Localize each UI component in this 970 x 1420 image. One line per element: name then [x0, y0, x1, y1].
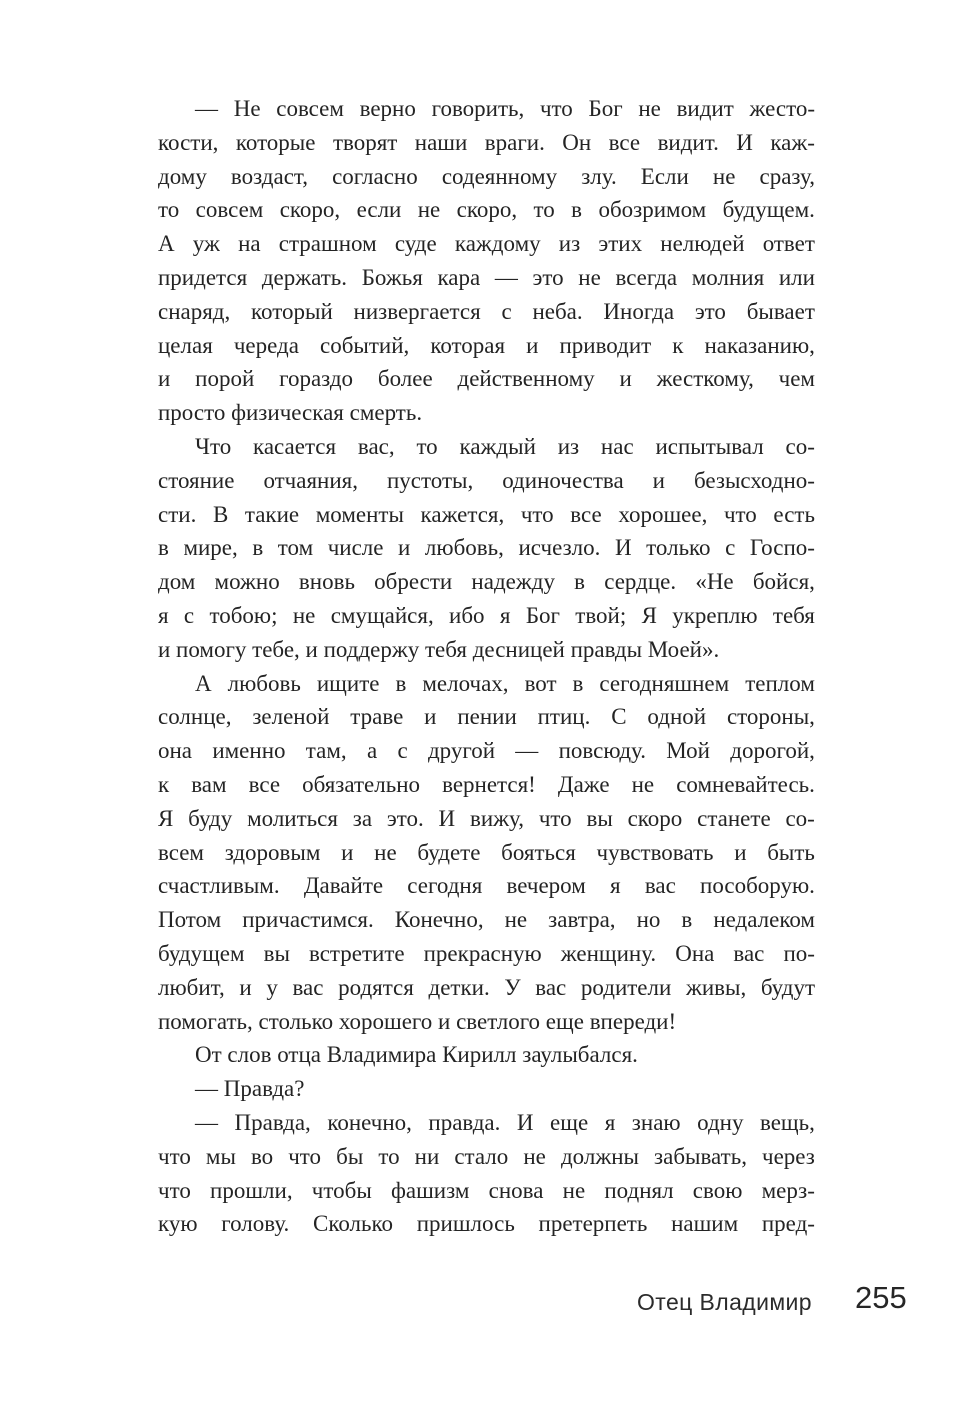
text-block: [158, 92, 815, 1241]
text-line: дом можно вновь обрести надежду в сердце. «Не бойся,: [158, 569, 815, 595]
text-line: кости, которые творят наши враги. Он все видит. И каж-: [158, 129, 815, 155]
text-line: сти. В такие моменты кажется, что все хорошее, что есть: [158, 501, 815, 527]
paragraph: [158, 92, 815, 430]
text-line: целая череда событий, которая и приводит к наказанию,: [158, 332, 815, 358]
text-line: просто физическая смерть.: [158, 400, 423, 426]
text-line: А уж на страшном суде каждому из этих нелюдей ответ: [158, 231, 815, 257]
text-line: Потом причастимся. Конечно, не завтра, но в недалеком: [158, 907, 815, 933]
text-line: любит, и у вас родятся детки. У вас родители живы, будут: [158, 974, 815, 1000]
text-line: помогать, столько хорошего и светлого еще впереди!: [158, 1008, 677, 1034]
text-line: дому воздаст, согласно содеянному злу. Если не сразу,: [158, 163, 815, 189]
paragraph: [158, 430, 815, 667]
page-number: 255: [855, 1280, 907, 1315]
text-line: в мире, в том числе и любовь, исчезло. И только с Госпо-: [158, 535, 815, 561]
text-line: и помогу тебе, и поддержу тебя десницей правды Моей».: [158, 636, 720, 662]
text-line: я с тобою; не смущайся, ибо я Бог твой; Я укреплю тебя: [158, 602, 815, 628]
text-line: кую голову. Сколько пришлось претерпеть нашим пред-: [158, 1211, 815, 1237]
text-line: Я буду молиться за это. И вижу, что вы скоро станете со-: [158, 805, 815, 831]
paragraph: [158, 1038, 815, 1072]
running-title: Отец Владимир: [637, 1289, 812, 1315]
paragraph: [158, 1106, 815, 1241]
text-line: снаряд, который низвергается с неба. Иногда это бывает: [158, 298, 815, 324]
text-line: будущем вы встретите прекрасную женщину. Она вас по-: [158, 940, 815, 966]
text-line: стояние отчаяния, пустоты, одиночества и безысходно-: [158, 467, 815, 493]
paragraph: [158, 667, 815, 1039]
text-line: и порой гораздо более действенному и жесткому, чем: [158, 366, 815, 392]
paragraph: [158, 1072, 815, 1106]
text-line: — Правда, конечно, правда. И еще я знаю одну вещь,: [195, 1109, 815, 1135]
text-line: А любовь ищите в мелочах, вот в сегодняшнем теплом: [195, 670, 815, 696]
text-line: что прошли, чтобы фашизм снова не поднял свою мерз-: [158, 1177, 815, 1203]
text-line: что мы во что бы то ни стало не должны забывать, через: [158, 1143, 815, 1169]
text-line: она именно там, а с другой — повсюду. Мой дорогой,: [158, 738, 815, 764]
text-line: всем здоровым и не будете бояться чувствовать и быть: [158, 839, 815, 865]
text-line: Что касается вас, то каждый из нас испытывал со-: [195, 433, 815, 459]
text-line: — Не совсем верно говорить, что Бог не видит жесто-: [195, 96, 815, 121]
text-line: к вам все обязательно вернется! Даже не сомневайтесь.: [158, 771, 815, 797]
text-line: придется держать. Божья кара — это не всегда молния или: [158, 264, 815, 290]
text-line: — Правда?: [195, 1076, 305, 1102]
text-line: счастливым. Давайте сегодня вечером я вас пособорую.: [158, 873, 815, 899]
text-line: От слов отца Владимира Кирилл заулыбался.: [195, 1042, 638, 1068]
text-line: то совсем скоро, если не скоро, то в обозримом будущем.: [158, 197, 815, 223]
text-line: солнце, зеленой траве и пении птиц. С одной стороны,: [158, 704, 815, 730]
